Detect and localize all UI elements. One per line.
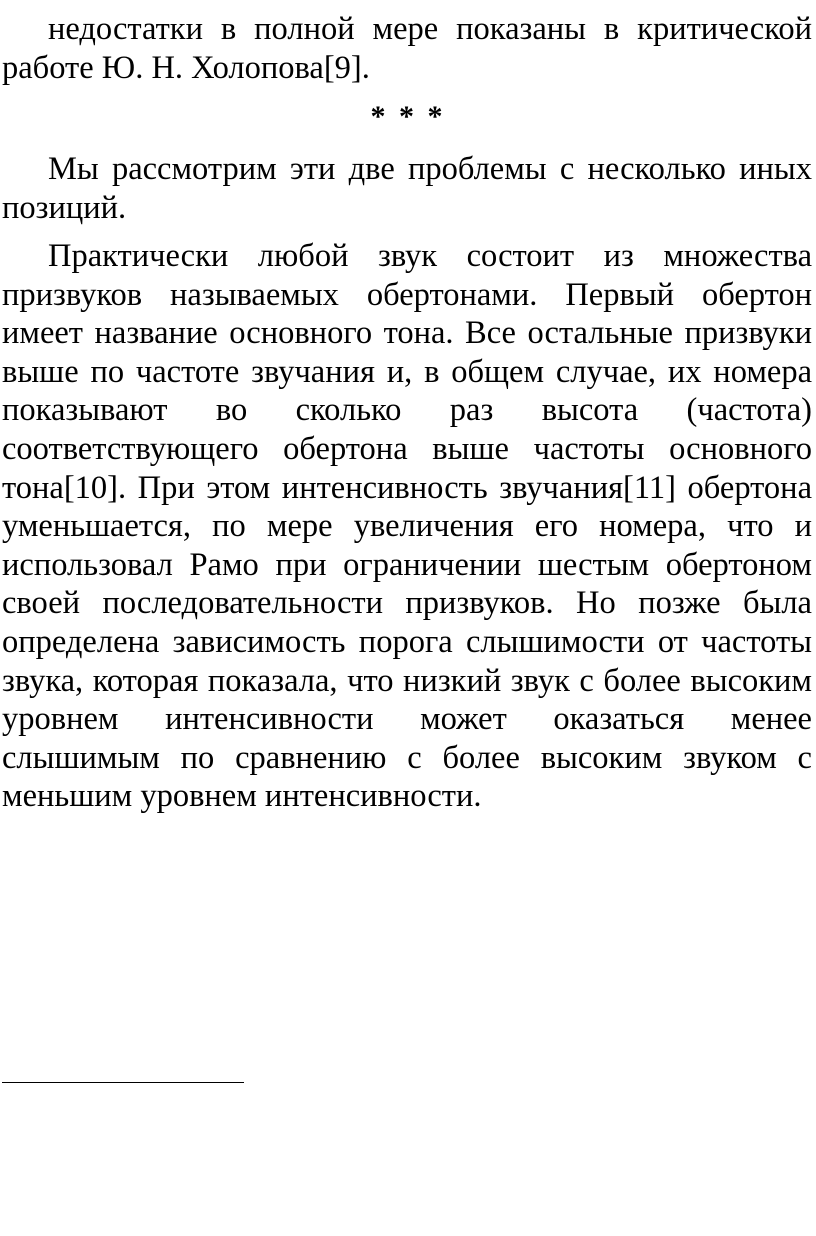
footnote-divider	[2, 1082, 244, 1083]
paragraph-intro: Мы рассмотрим эти две проблемы с несколько иных позиций.	[2, 151, 812, 226]
paragraph-overtones: Практически любой звук состоит из множества призвуков называемых обертонами. Первый обертон имеет название основного тона. Все остальные призвуки выше по частоте звучания и, в общем случае, их номера показывают во сколько раз высота (частота) соответствующего обертона выше частоты основного тона[10]. При этом интенсивность звучания[11] обертона уменьшается, по мере увеличения его номера, что и использовал Рамо при ограничении шестым обертоном своей последовательности призвуков. Но позже была определена зависимость порога слышимости от частоты звука, которая показала, что низкий звук с более высоким уровнем интенсивности может оказаться менее слышимым по сравнению с более высоким звуком с меньшим уровнем интенсивности.	[2, 238, 812, 815]
section-separator: * * *	[370, 100, 446, 133]
paragraph-continuation: недостатки в полной мере показаны в критической работе Ю. Н. Холопова[9].	[2, 11, 812, 86]
